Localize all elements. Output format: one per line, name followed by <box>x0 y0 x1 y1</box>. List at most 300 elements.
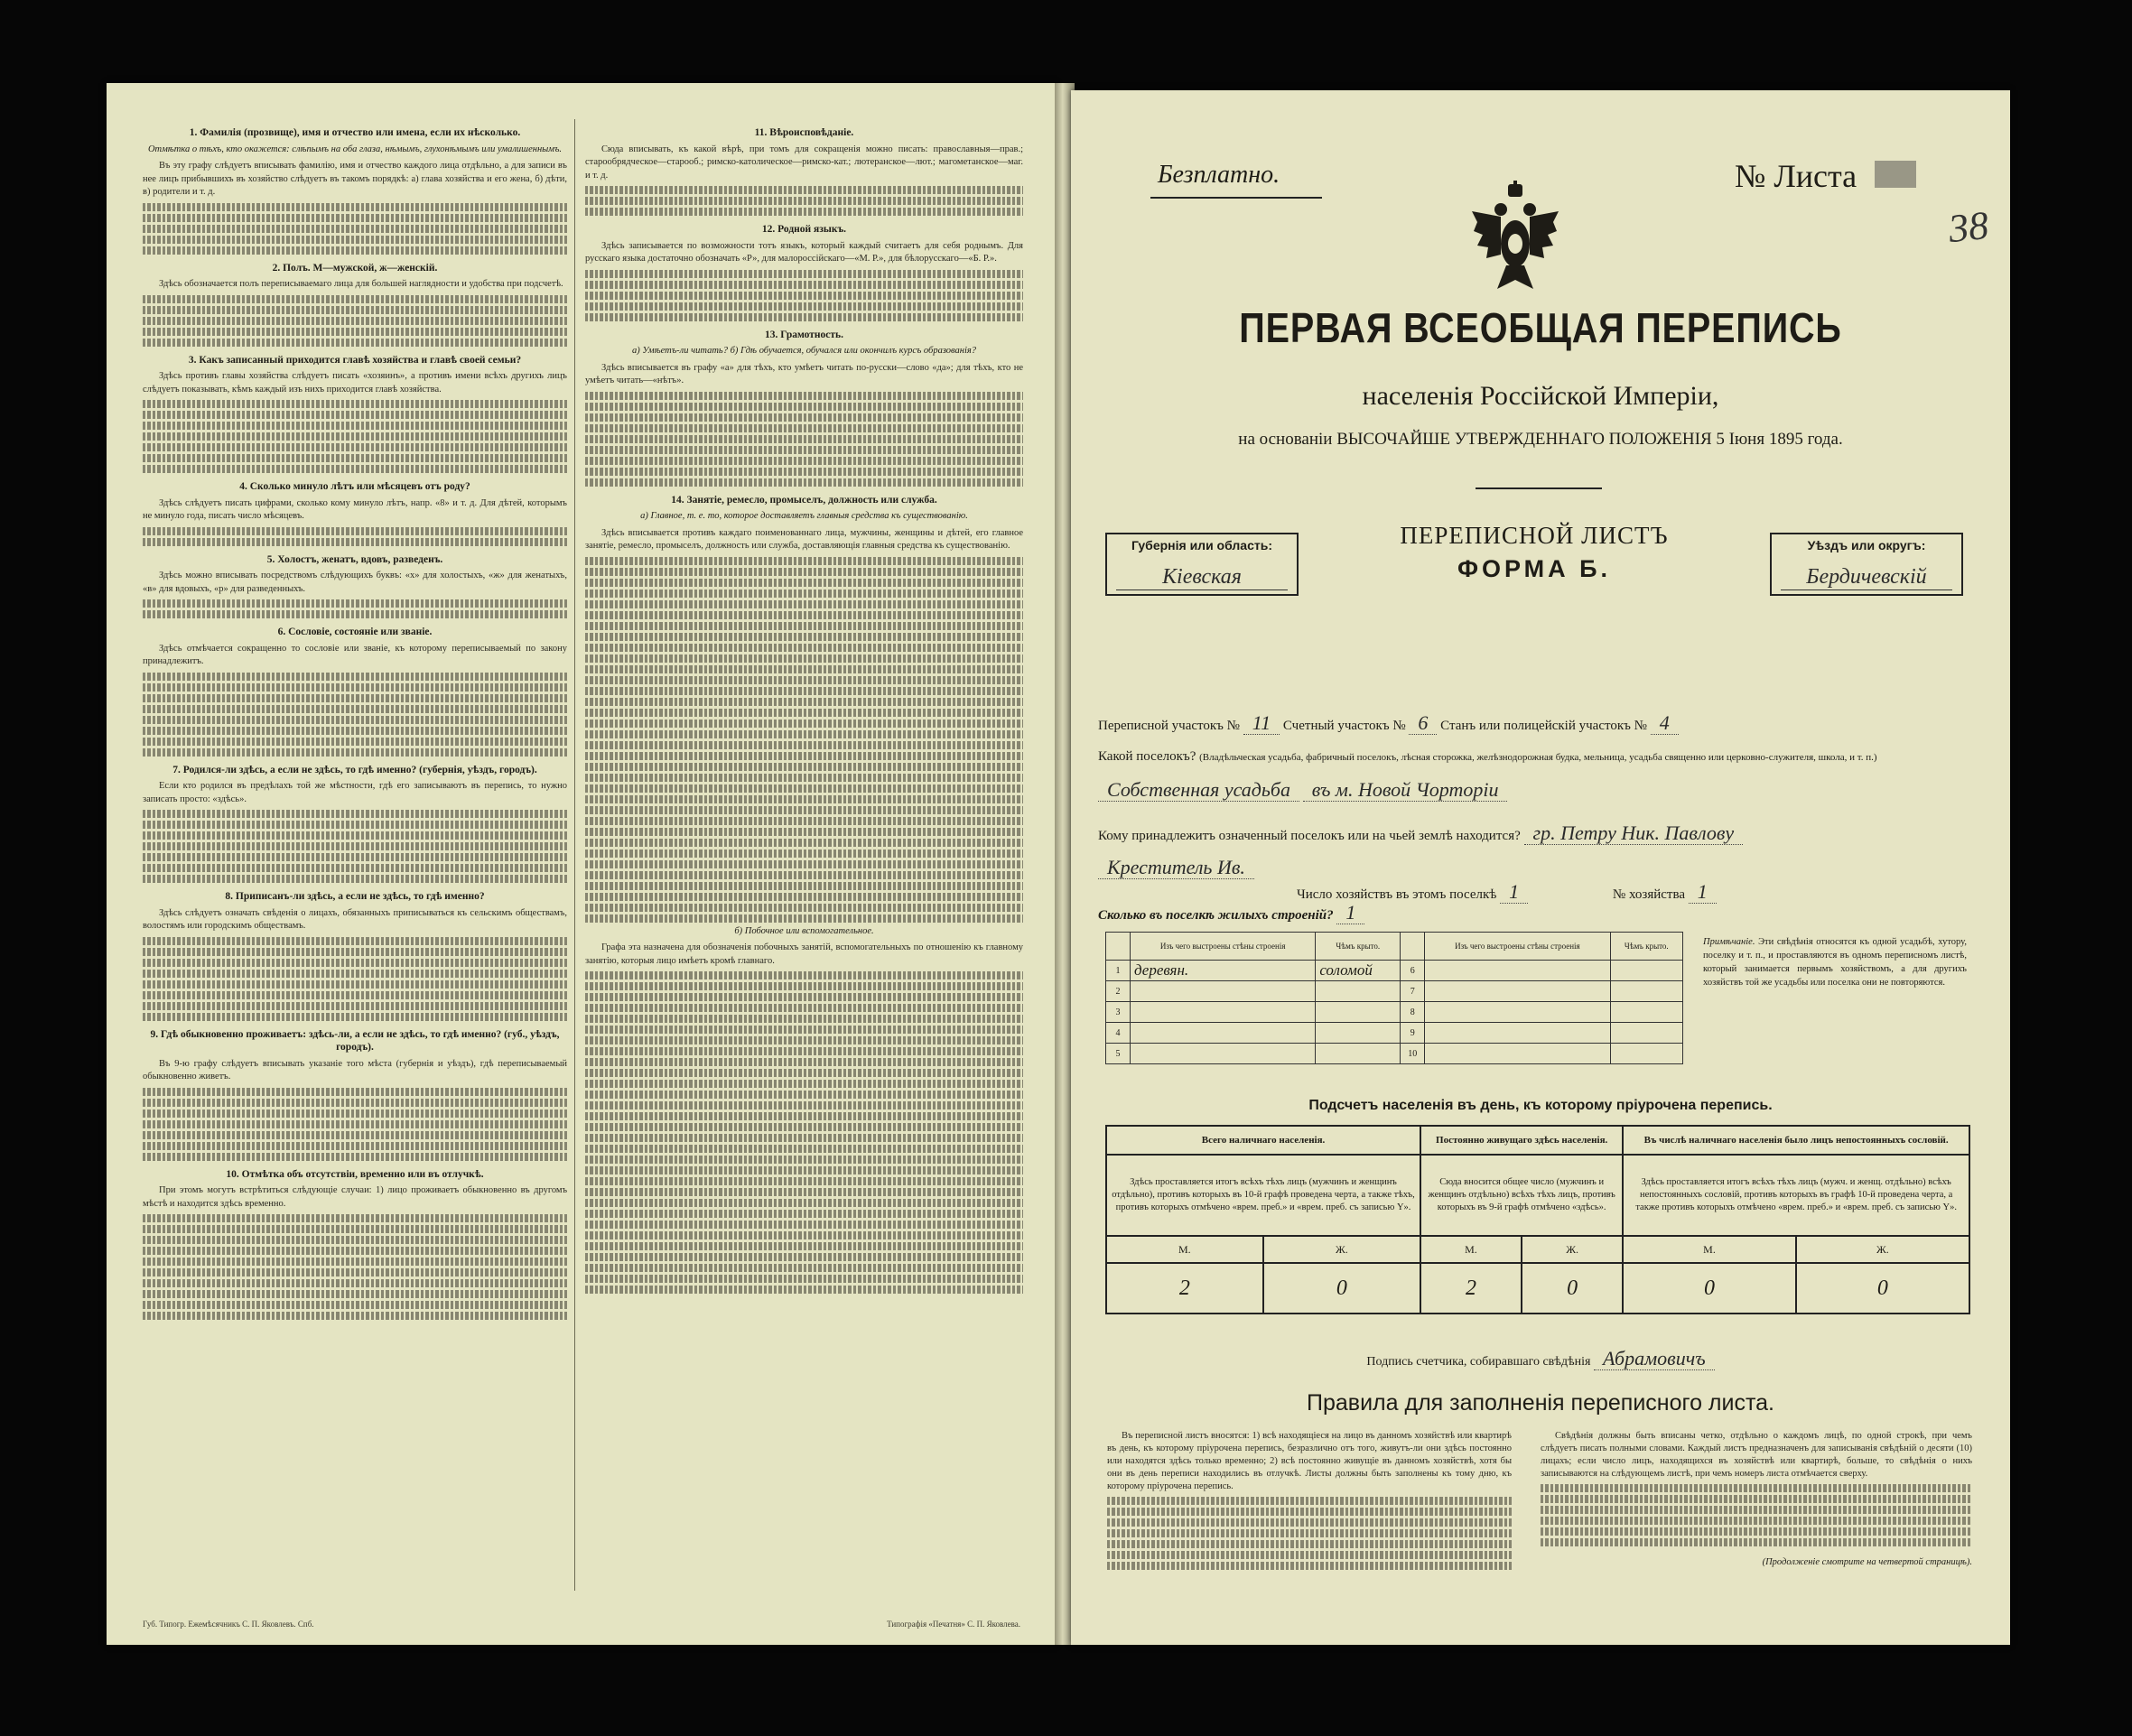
non-permanent-header: Въ числѣ наличнаго населенія было лицъ непостоянныхъ сословій. <box>1623 1126 1969 1155</box>
printed-text-line <box>585 730 1023 738</box>
rules-heading: Правила для заполненія переписного листа. <box>1307 1390 1774 1416</box>
printed-text-line <box>143 705 567 713</box>
printed-text-line <box>143 1279 567 1287</box>
printed-text-line <box>585 849 1023 858</box>
guberniya-label: Губернія или область: <box>1131 538 1273 552</box>
printed-text-line <box>143 203 567 211</box>
section-heading: 11. Вѣроисповѣданіе. <box>754 127 854 138</box>
owner-continued-row <box>1098 856 1254 879</box>
section-text: Здѣсь слѣдуетъ означать свѣденія о лицахъ, обязанныхъ приписываться къ сельскимъ обществамъ, волостямъ или городскимъ обществамъ. <box>143 907 567 931</box>
printed-text-line <box>143 538 567 546</box>
households-field[interactable]: 1 <box>1500 880 1528 904</box>
printed-text-line <box>585 1145 1023 1153</box>
printed-text-line <box>143 1131 567 1139</box>
section-subheading: Отмѣтка о тѣхъ, кто окажется: слѣпымъ на оба глаза, нѣмымъ, глухонѣмымъ или умалишеннымъ. <box>147 144 563 154</box>
section-heading: 6. Сословіе, состояніе или званіе. <box>277 627 433 637</box>
free-of-charge-label: Безплатно. <box>1158 161 1280 189</box>
printed-text-line <box>143 748 567 757</box>
printed-text-line <box>143 1142 567 1150</box>
settlement-location-field[interactable]: въ м. Новой Чорторіи <box>1303 778 1508 802</box>
printed-text-line <box>585 589 1023 598</box>
settlement-value-row <box>1098 778 1507 802</box>
permanent-residents-description: Сюда вносится общее число (мужчинъ и женщинъ отдѣльно) всѣхъ тѣхъ лицъ, противъ которыхъ въ 9-й графѣ отмѣчено «здѣсь». <box>1420 1155 1623 1236</box>
printed-text-line <box>585 424 1023 432</box>
printed-text-line <box>143 328 567 336</box>
printed-text-line <box>585 719 1023 728</box>
printed-text-line <box>585 1112 1023 1120</box>
printed-text-line <box>585 281 1023 289</box>
printed-text-line <box>143 610 567 618</box>
uezd-field[interactable]: Бердичевскій <box>1781 565 1952 590</box>
printed-text-line <box>585 1156 1023 1164</box>
section-text: Если кто родился въ предѣлахъ той же мѣстности, гдѣ его записываютъ въ перепись, то нужно записать просто: «здѣсь». <box>143 781 567 804</box>
rules-column-left <box>1107 1430 1512 1573</box>
left-page-instructions <box>107 83 1057 1645</box>
male-header: М. <box>1106 1236 1263 1263</box>
section-heading: 14. Занятіе, ремесло, промыселъ, должность или служба. <box>671 494 937 506</box>
printed-text-line <box>143 810 567 818</box>
building-number: 8 <box>1401 1002 1425 1023</box>
printed-text-line <box>143 443 567 451</box>
building-material-field[interactable] <box>1425 961 1610 981</box>
printed-text-line <box>585 1080 1023 1088</box>
printed-text-line <box>585 904 1023 912</box>
printed-text-line <box>585 403 1023 411</box>
printed-text-line <box>143 306 567 314</box>
printed-text-line <box>143 317 567 325</box>
printed-text-line <box>585 1231 1023 1239</box>
printed-text-line <box>585 292 1023 300</box>
rules-text-left: Въ переписной листъ вносятся: 1) всѣ находящіеся на лицо въ данномъ хозяйствѣ или квартирѣ въ день, къ которому пріурочена перепись, безразлично отъ того, живутъ-ли они здѣсь постоянно или находятся здѣсь только временно; 2) всѣ постоянно живущіе въ данномъ хозяйствѣ, хотя бы они въ день переписи находились въ отлучкѣ. Листы должны быть заполнены къ тому дню, къ которому пріурочена перепись. <box>1107 1431 1512 1491</box>
printed-text-line <box>585 806 1023 814</box>
printed-text-line <box>143 1109 567 1118</box>
printed-text-line <box>585 611 1023 619</box>
printed-text-line <box>585 914 1023 923</box>
printed-text-line <box>585 784 1023 793</box>
printed-text-line <box>585 1242 1023 1250</box>
police-precinct-field[interactable]: 4 <box>1651 711 1679 735</box>
building-row <box>1106 981 1683 1002</box>
printed-text-line <box>143 1268 567 1276</box>
printed-text-line <box>585 774 1023 782</box>
printed-text-line <box>585 654 1023 663</box>
printed-text-line <box>585 600 1023 608</box>
section-text: Въ эту графу слѣдуетъ вписывать фамилію, имя и отчество каждого лица отдѣльно, а для записи въ нее лицъ прибывшихъ въ хозяйство слѣдуетъ въ такомъ порядкѣ: а) глава хозяйства и его жена, б) дѣти, в) родители и т. д. <box>143 161 567 197</box>
printed-text-line <box>585 270 1023 278</box>
note-title: Примѣчаніе. <box>1703 937 1755 947</box>
printed-text-line <box>585 1199 1023 1207</box>
printed-text-line <box>143 821 567 829</box>
building-material-field[interactable]: деревян. <box>1131 961 1316 981</box>
printed-text-line <box>143 465 567 473</box>
printed-text-line <box>143 970 567 978</box>
printed-text-line <box>143 716 567 724</box>
printed-text-line <box>143 1258 567 1266</box>
household-number-field[interactable]: 1 <box>1689 880 1717 904</box>
sheet-number-handwritten <box>1875 161 1916 188</box>
owner-row <box>1098 822 1743 845</box>
printed-text-line <box>143 853 567 861</box>
printed-text-line <box>585 1166 1023 1174</box>
count-permanent-male[interactable]: 2 <box>1420 1263 1522 1314</box>
printed-text-line <box>585 446 1023 454</box>
section-text: Здѣсь отмѣчается сокращенно то сословіе или званіе, къ которому переписываемый по закону принадлежитъ. <box>143 643 567 666</box>
building-material-field[interactable] <box>1425 1023 1610 1044</box>
census-precinct-label: Переписной участокъ № <box>1098 719 1240 733</box>
count-total-female[interactable]: 0 <box>1263 1263 1420 1314</box>
building-material-field[interactable] <box>1131 1023 1316 1044</box>
printed-text-line <box>585 1134 1023 1142</box>
building-roof-field[interactable] <box>1316 1002 1401 1023</box>
printed-text-line <box>585 982 1023 990</box>
printed-text-line <box>143 673 567 681</box>
building-row <box>1106 961 1683 981</box>
printed-text-line <box>585 208 1023 216</box>
owner-label: Кому принадлежитъ означенный поселокъ или на чьей землѣ находится? <box>1098 829 1521 843</box>
section-heading: 5. Холостъ, женатъ, вдовъ, разведенъ. <box>266 553 443 565</box>
building-row <box>1106 1023 1683 1044</box>
guberniya-field[interactable]: Кіевская <box>1116 565 1288 590</box>
building-number: 10 <box>1401 1044 1425 1064</box>
printed-text-line <box>585 1286 1023 1294</box>
owner-field-continued[interactable]: Креститель Ив. <box>1098 856 1254 879</box>
printed-text-line <box>143 246 567 255</box>
printed-text-line <box>143 214 567 222</box>
printed-text-line <box>143 295 567 303</box>
printed-text-line <box>143 1120 567 1128</box>
printer-imprint-right: Типографія «Печатня» С. П. Яковлева. <box>887 1620 1020 1629</box>
printed-text-line <box>143 527 567 535</box>
building-number: 7 <box>1401 981 1425 1002</box>
building-number: 5 <box>1106 1044 1131 1064</box>
census-title: ПЕРВАЯ ВСЕОБЩАЯ ПЕРЕПИСЬ <box>1239 304 1842 351</box>
printed-text-line <box>585 860 1023 868</box>
buildings-field[interactable]: 1 <box>1336 901 1364 924</box>
count-permanent-female[interactable]: 0 <box>1522 1263 1623 1314</box>
count-precinct-field[interactable]: 6 <box>1409 711 1437 735</box>
buildings-label: Сколько въ поселкѣ жилыхъ строеній? <box>1098 908 1334 923</box>
form-header-row <box>1105 522 1963 603</box>
census-precinct-field[interactable]: 11 <box>1243 711 1280 735</box>
section-subheading: а) Главное, т. е. то, которое доставляетъ главныя средства къ существованію. <box>640 511 968 521</box>
owner-field[interactable]: гр. Петру Ник. Павлову <box>1524 822 1744 845</box>
settlement-field[interactable]: Собственная усадьба <box>1098 778 1299 802</box>
printed-text-line <box>143 1301 567 1309</box>
printed-text-line <box>585 1069 1023 1077</box>
section-subheading: б) Побочное или вспомогательное. <box>734 925 874 936</box>
section-text: Здѣсь записывается по возможности тотъ языкъ, который каждый считаетъ для себя роднымъ. Для русскаго языка достаточно обозначать «Р», для малороссійскаго—«М. Р.», для бѣлорусскаго—«Б. Р.». <box>585 240 1023 264</box>
legal-basis-line: на основаніи ВЫСОЧАЙШЕ УТВЕРЖДЕННАГО ПОЛОЖЕНІЯ 5 Іюня 1895 года. <box>1238 430 1843 449</box>
printed-text-line <box>585 665 1023 673</box>
female-header: Ж. <box>1522 1236 1623 1263</box>
printed-text-line <box>143 864 567 872</box>
printed-text-line <box>585 644 1023 652</box>
printed-text-line <box>143 1013 567 1021</box>
printed-text-line <box>143 339 567 347</box>
roof-header-right: Чѣмъ крыто. <box>1610 933 1682 961</box>
building-row <box>1106 1002 1683 1023</box>
building-material-field[interactable] <box>1131 1044 1316 1064</box>
continuation-note: (Продолженіе смотрите на четвертой страницѣ). <box>1762 1556 1972 1567</box>
printed-text-line <box>143 1214 567 1222</box>
printed-text-line <box>143 599 567 608</box>
printed-text-line <box>143 1153 567 1161</box>
permanent-residents-header: Постоянно живущаго здѣсь населенія. <box>1420 1126 1623 1155</box>
printed-text-line <box>585 828 1023 836</box>
printed-text-line <box>585 1026 1023 1034</box>
signature-label: Подпись счетчика, собиравшаго свѣдѣнія <box>1366 1355 1591 1369</box>
building-roof-field[interactable] <box>1610 961 1682 981</box>
printed-text-line <box>143 948 567 956</box>
sheet-number-label: № Листа <box>1735 158 1857 194</box>
building-number: 4 <box>1106 1023 1131 1044</box>
building-roof-field[interactable] <box>1610 1002 1682 1023</box>
printed-text-line <box>143 875 567 883</box>
form-name-block <box>1331 522 1737 583</box>
printed-text-line <box>585 1101 1023 1109</box>
printed-text-line <box>143 454 567 462</box>
section-text: Здѣсь вписывается противъ каждаго поименованнаго лица, мужчины, женщины и дѣтей, его главное занятіе, ремесло, промыселъ, должность или служба, доставляющія главныя средства къ существованію. <box>585 527 1023 551</box>
total-present-header: Всего наличнаго населенія. <box>1106 1126 1420 1155</box>
instructions-column-right <box>585 119 1023 1296</box>
form-name: ФОРМА Б. <box>1457 555 1612 582</box>
printed-text-line <box>143 225 567 233</box>
section-heading: 3. Какъ записанный приходится главѣ хозяйства и главѣ своей семьи? <box>188 354 522 366</box>
buildings-table <box>1105 932 1683 1064</box>
printed-text-line <box>585 392 1023 400</box>
households-label: Число хозяйствъ въ этомъ поселкѣ <box>1297 887 1497 902</box>
printed-text-line <box>585 709 1023 717</box>
printed-text-line <box>585 568 1023 576</box>
section-heading: 8. Приписанъ-ли здѣсь, а если не здѣсь, то гдѣ именно? <box>225 891 485 902</box>
printed-text-line <box>585 457 1023 465</box>
building-material-field[interactable] <box>1425 981 1610 1002</box>
section-heading: 4. Сколько минуло лѣтъ или мѣсяцевъ отъ роду? <box>239 481 470 492</box>
section-text: Здѣсь слѣдуетъ писать цифрами, сколько кому минуло лѣтъ, напр. «8» и т. д. Для дѣтей, которымъ не минуло года, писать число мѣсяцевъ. <box>143 497 567 521</box>
printed-text-line <box>143 991 567 999</box>
settlement-label: Какой поселокъ? <box>1098 749 1196 764</box>
printed-text-line <box>585 1177 1023 1185</box>
material-header-right: Изъ чего выстроены стѣны строенія <box>1425 933 1610 961</box>
printed-text-line <box>143 1290 567 1298</box>
printed-text-line <box>585 557 1023 565</box>
section-heading: 10. Отмѣтка объ отсутствіи, временно или въ отлучкѣ. <box>226 1168 484 1180</box>
printed-text-line <box>585 993 1023 1001</box>
printed-text-line <box>585 1058 1023 1066</box>
printed-text-line <box>585 186 1023 194</box>
printed-text-line <box>585 752 1023 760</box>
building-roof-field[interactable] <box>1316 1023 1401 1044</box>
guberniya-box <box>1105 533 1299 596</box>
rules-column-right <box>1541 1430 1972 1578</box>
building-row <box>1106 1044 1683 1064</box>
building-number: 1 <box>1106 961 1131 981</box>
printed-text-line <box>143 1099 567 1107</box>
note-text: Эти свѣдѣнія относятся къ одной усадьбѣ, хутору, поселку и т. п., и проставляются въ одномъ переписномъ листѣ, который занимается первымъ хозяйствомъ, а для другихъ хозяйствъ той же усадьбы или поселка они не повторяются. <box>1703 937 1967 988</box>
printed-text-line <box>585 478 1023 487</box>
settlement-row <box>1098 749 1877 765</box>
building-material-field[interactable] <box>1425 1002 1610 1023</box>
printed-text-line <box>143 937 567 945</box>
non-permanent-description: Здѣсь проставляется итогъ всѣхъ тѣхъ лицъ (мужч. и женщ. отдѣльно) всѣхъ непостоянныхъ сословій, противъ которыхъ въ графѣ 10-й проведена черта, а также противъ которыхъ отмѣчено «врем. преб.» и «врем. преб. съ записью Ү». <box>1623 1155 1969 1236</box>
printed-text-line <box>143 980 567 989</box>
printed-text-line <box>585 1091 1023 1099</box>
police-precinct-label: Станъ или полицейскій участокъ № <box>1440 719 1647 733</box>
printed-text-line <box>585 622 1023 630</box>
printed-text-line <box>585 1036 1023 1044</box>
printed-text-line <box>585 197 1023 205</box>
handwritten-folio-number: 38 <box>1946 202 1991 252</box>
printed-text-line <box>585 1264 1023 1272</box>
printed-text-line <box>143 959 567 967</box>
printed-text-line <box>585 795 1023 803</box>
section-text: Графа эта назначена для обозначенія побочныхъ занятій, вспомогательныхъ по отношенію къ главному занятію, которыя лицо имѣетъ кромѣ главнаго. <box>585 942 1023 966</box>
form-title: ПЕРЕПИСНОЙ ЛИСТЪ <box>1400 522 1669 549</box>
printed-text-line <box>585 893 1023 901</box>
printed-text-line <box>585 633 1023 641</box>
section-heading: 13. Грамотность. <box>764 329 843 340</box>
total-present-description: Здѣсь проставляется итогъ всѣхъ тѣхъ лицъ (мужчинъ и женщинъ отдѣльно), противъ которыхъ въ 10-й графѣ проведена черта, а также тѣхъ, противъ которыхъ отмѣчено «врем. преб.» и «врем. преб. съ записью Ү». <box>1106 1155 1420 1236</box>
count-precinct-label: Счетный участокъ № <box>1282 719 1406 733</box>
female-header: Ж. <box>1796 1236 1969 1263</box>
roof-header: Чѣмъ крыто. <box>1316 933 1401 961</box>
printed-text-line <box>143 683 567 692</box>
building-roof-field[interactable] <box>1316 981 1401 1002</box>
settlement-note: (Владѣльческая усадьба, фабричный поселокъ, лѣсная сторожка, желѣзнодорожная будка, мельница, усадьба священно или церковно-служителя, школа, и т. п.) <box>1199 752 1877 763</box>
printed-text-line <box>143 694 567 702</box>
buildings-note <box>1703 935 1967 989</box>
printed-text-line <box>143 400 567 408</box>
printed-text-line <box>585 302 1023 311</box>
printed-text-line <box>585 435 1023 443</box>
building-material-field[interactable] <box>1425 1044 1610 1064</box>
double-headed-eagle-emblem <box>1470 181 1560 298</box>
male-header: М. <box>1623 1236 1795 1263</box>
count-total-male[interactable]: 2 <box>1106 1263 1263 1314</box>
building-roof-field[interactable] <box>1316 1044 1401 1064</box>
printed-text-line <box>143 842 567 850</box>
printed-text-line <box>143 1312 567 1320</box>
building-number: 9 <box>1401 1023 1425 1044</box>
printed-text-line <box>143 422 567 430</box>
uezd-box <box>1770 533 1963 596</box>
right-page-census-form <box>1071 90 2010 1645</box>
printed-text-line <box>585 1123 1023 1131</box>
buildings-row <box>1098 901 1364 924</box>
enumerator-signature-row <box>1071 1347 2010 1370</box>
printed-text-line <box>585 1004 1023 1012</box>
section-heading: 2. Полъ. М—мужской, ж—женскій. <box>272 262 438 274</box>
printed-text-line <box>585 1253 1023 1261</box>
building-roof-field[interactable] <box>1610 1023 1682 1044</box>
printed-text-line <box>585 1188 1023 1196</box>
printed-text-line <box>585 1275 1023 1283</box>
printed-text-line <box>585 839 1023 847</box>
building-material-field[interactable] <box>1131 981 1316 1002</box>
printed-text-line <box>585 763 1023 771</box>
section-text: Здѣсь можно вписывать посредствомъ слѣдующихъ буквъ: «х» для холостыхъ, «ж» для женатыхъ, «в» для вдовыхъ, «р» для разведенныхъ. <box>143 571 567 594</box>
printed-text-line <box>585 413 1023 422</box>
printer-imprint-left: Губ. Типогр. Ежемѣсячникъ С. П. Яковлевъ. Спб. <box>143 1620 314 1629</box>
printed-text-line <box>585 313 1023 321</box>
household-number-label: № хозяйства <box>1612 887 1686 902</box>
printed-text-line <box>585 687 1023 695</box>
section-heading: 1. Фамилія (прозвище), имя и отчество или имена, если их нѣсколько. <box>189 127 521 138</box>
printed-text-line <box>143 1225 567 1233</box>
building-roof-field[interactable]: соломой <box>1316 961 1401 981</box>
section-text: Сюда вписывать, къ какой вѣрѣ, при томъ для сокращенія можно писать: православныя—прав.; старообрядческое—старооб.; римско-католическое—римско-кат.; лютеранское—лют.; магометанское—маг. и т. д. <box>585 144 1023 181</box>
signature-field[interactable]: Абрамовичъ <box>1594 1347 1715 1370</box>
free-label-underline <box>1150 197 1322 199</box>
section-heading: 12. Родной языкъ. <box>761 224 847 235</box>
printed-text-line <box>585 871 1023 879</box>
census-subtitle: населенія Россійской Имперіи, <box>1362 381 1719 411</box>
printed-text-line <box>585 971 1023 979</box>
section-text: Здѣсь вписывается въ графу «а» для тѣхъ, кто умѣетъ читать по-русски—слово «да»; для тѣхъ, кто не умѣетъ читать—«нѣтъ». <box>585 362 1023 385</box>
female-header: Ж. <box>1263 1236 1420 1263</box>
rules-text-right: Свѣдѣнія должны быть вписаны четко, отдѣльно о каждомъ лицѣ, по одной строкѣ, при чемъ слѣдуетъ писать полными словами. Каждый листъ предназначенъ для записыванія свѣдѣній о десяти (10) лицахъ; если число лицъ, находящихся въ хозяйствѣ или квартирѣ, больше, то свѣдѣнія о нихъ записываются на слѣдующемъ листѣ, при чемъ номеръ листа отмѣчается сверху. <box>1541 1431 1972 1479</box>
printed-text-line <box>585 1210 1023 1218</box>
printed-text-line <box>585 698 1023 706</box>
printed-text-line <box>585 817 1023 825</box>
instructions-column-left <box>143 119 567 1323</box>
printed-text-line <box>585 1047 1023 1055</box>
building-material-field[interactable] <box>1131 1002 1316 1023</box>
precinct-row <box>1098 711 1679 735</box>
count-nonpermanent-male[interactable]: 0 <box>1623 1263 1795 1314</box>
printed-text-line <box>143 1247 567 1255</box>
uezd-label: Уѣздъ или округъ: <box>1807 538 1926 552</box>
printed-text-line <box>143 1236 567 1244</box>
building-number: 2 <box>1106 981 1131 1002</box>
printed-text-line <box>143 432 567 441</box>
section-heading: 9. Гдѣ обыкновенно проживаетъ: здѣсь-ли, а если не здѣсь, то гдѣ именно? (губ., уѣздъ, городъ). <box>150 1028 560 1053</box>
building-number: 3 <box>1106 1002 1131 1023</box>
count-nonpermanent-female[interactable]: 0 <box>1796 1263 1969 1314</box>
printed-text-line <box>585 741 1023 749</box>
printed-text-line <box>143 727 567 735</box>
printed-text-line <box>143 1088 567 1096</box>
printed-text-line <box>585 1221 1023 1229</box>
population-count-heading: Подсчетъ населенія въ день, къ которому пріурочена перепись. <box>1308 1098 1773 1113</box>
population-count-table <box>1105 1125 1970 1314</box>
printed-text-line <box>143 1002 567 1010</box>
building-roof-field[interactable] <box>1610 981 1682 1002</box>
printed-text-line <box>585 1015 1023 1023</box>
material-header: Изъ чего выстроены стѣны строенія <box>1131 933 1316 961</box>
male-header: М. <box>1420 1236 1522 1263</box>
printed-text-line <box>143 738 567 746</box>
printed-text-line <box>143 236 567 244</box>
section-text: Здѣсь обозначается полъ переписываемаго лица для большей наглядности и удобства при подсчетѣ. <box>159 279 563 289</box>
printed-text-line <box>585 468 1023 476</box>
printed-text-line <box>585 579 1023 587</box>
building-number: 6 <box>1401 961 1425 981</box>
section-subheading: а) Умѣетъ-ли читать? б) Гдѣ обучается, обучался или окончилъ курсъ образованія? <box>631 346 977 356</box>
section-heading: 7. Родился-ли здѣсь, а если не здѣсь, то гдѣ именно? (губернія, уѣздъ, городъ). <box>172 764 537 775</box>
printed-text-line <box>143 411 567 419</box>
title-divider <box>1476 487 1602 489</box>
building-roof-field[interactable] <box>1610 1044 1682 1064</box>
section-text: При этомъ могутъ встрѣтиться слѣдующіе случаи: 1) лицо проживаетъ обыкновенно въ другомъ мѣстѣ и находится здѣсь временно. <box>143 1185 567 1209</box>
section-text: Здѣсь противъ главы хозяйства слѣдуетъ писать «хозяинъ», а противъ имени всѣхъ другихъ лицъ слѣдуетъ показывать, кѣмъ каждый изъ нихъ приходится главѣ хозяйства. <box>143 371 567 395</box>
printed-text-line <box>143 831 567 840</box>
section-text: Въ 9-ю графу слѣдуетъ вписывать указаніе того мѣста (губернія и уѣздъ), гдѣ переписываемый обыкновенно живетъ. <box>143 1058 567 1082</box>
buildings-table-header <box>1106 933 1683 961</box>
printed-text-line <box>585 882 1023 890</box>
printed-text-line <box>585 676 1023 684</box>
column-divider <box>574 119 575 1591</box>
